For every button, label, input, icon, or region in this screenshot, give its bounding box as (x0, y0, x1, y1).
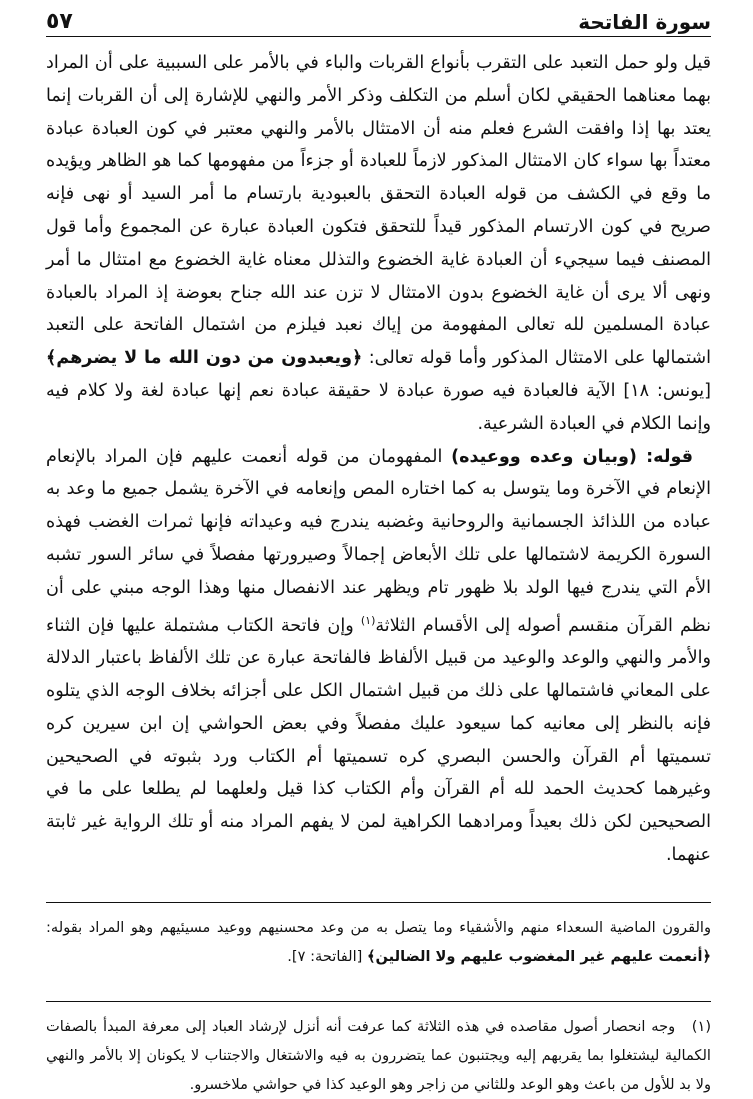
page-header (46, 6, 711, 37)
note-quote: ﴿أنعمت عليهم غير المغضوب عليهم ولا الضالين﴾ (366, 947, 711, 965)
text-divider (46, 902, 711, 903)
footnote-reference[interactable]: (١) (360, 613, 376, 627)
running-title: سورة الفاتحة (578, 10, 711, 34)
commentary-label: قوله: (وبيان وعده ووعيده) (451, 446, 694, 467)
paragraph-2-end: وإن فاتحة الكتاب مشتملة عليها فإن الثناء والأمر والنهي والوعد والوعيد من قبيل الألفاظ فالفاتحة عبارة عن تلك الألفاظ باعتبار الدلالة على المعاني فاشتمالها على ذلك من قبيل اشتمال الكل على أجزائه بخلاف الوجه الذي يتلوه فإنه بالنظر إلى معانيه كما سيعود عليك مفصلاً وفي بعض الحواشي إن ابن سيرين كره تسميتها أم القرآن والحسن البصري كره تسميتها أم الكتاب ورد بثبوته في الصحيحين وغيرهما كحديث الحمد لله أم القرآن وأم الكتاب كذا قيل ولعلهما لم يطلعا على ما في الصحيحين لكن ذلك بعيداً ومرادهما الكراهية لمن لا يفهم المراد منه أو تلك الرواية غير ثابتة عنهما. (46, 615, 711, 865)
paragraph-2-text: المفهومان من قوله أنعمت عليهم فإن المراد بالإنعام الإنعام في الآخرة وما يتوسل به كما اختاره المص وإنعامه في الآخرة يشمل جميع ما وعد به عباده من اللذائذ الجسمانية والروحانية وغضبه يندرج فيه وعيداته فإنها ثمرات الغضب فهذه السورة الكريمة لاشتمالها على تلك الأبعاض إجمالاً وصيرورتها مفصلاً في سائر السور تشبه الأم التي يندرج فيها الولد بلا ظهور تام ويظهر عند الانفصال منها وهذا الوجه مبني على أن نظم القرآن منقسم أصوله إلى الأقسام الثلاثة (46, 446, 712, 636)
paragraph-2 (46, 441, 711, 872)
note-text: والقرون الماضية السعداء منهم والأشقياء وما يتصل به من وعد محسنيهم ووعيد مسيئيهم وهو المراد بقوله: (46, 918, 711, 936)
base-text-note (46, 913, 711, 971)
footnote-text: وجه انحصار أصول مقاصده في هذه الثلاثة كما عرفت أنه أنزل لإرشاد العباد إلى معرفة المبدأ بالصفات الكمالية ليشتغلوا بما يقربهم إليه ويجتنبون عما يتضررون به فيه والاشتغال والاجتناب لا يكونان إلا بالأمر والنهي ولا بد للأول من باعث وهو الوعد وللثاني من زاجر وهو الوعيد كذا في حواشي ملاخسرو. (46, 1017, 711, 1093)
paragraph-1-text: قيل ولو حمل التعبد على التقرب بأنواع القربات والباء في بالأمر على السببية على أن المراد بهما معناهما الحقيقي لكان أسلم من التكلف وذكر الأمر والنهي للإشارة إلى أن القربات إنما يعتد بها إذا وافقت الشرع فعلم منه أن الامتثال بالأمر والنهي معتبر في كون العبادة عبادة معتداً بها سواء كان الامتثال المذكور لازماً للعبادة أو جزءاً من مفهومها كما هو الظاهر ويؤيده ما وقع في الكشف من قوله العبادة التحقق بالعبودية بارتسام ما أمر السيد أو نهى فإنه صريح في كون الارتسام المذكور قيداً للتحقق فتكون العبادة عبارة عن المجموع وأما قول المصنف فيما سيجيء أن العبادة غاية الخضوع والتذلل معناه غاية الخضوع مع امتثال ما أمر ونهى ألا يرى أن غاية الخضوع بدون الامتثال لا تزن عند الله جناح بعوضة إذ المراد بالعبادة عبادة المسلمين لله تعالى المفهومة من إياك نعبد فيلزم من اشتمال الفاتحة على التعبد اشتمالها على الامتثال المذكور وأما قوله تعالى: (46, 53, 712, 369)
footnote-divider (46, 1001, 711, 1002)
page-number: ٥٧ (46, 9, 73, 34)
main-text (46, 47, 711, 872)
paragraph-1-end: [يونس: ١٨] الآية فالعبادة فيه صورة عبادة لا حقيقة عبادة نعم إنها عبادة لغة ولا كلام فيه وإنما الكلام في العبادة الشرعية. (46, 380, 711, 434)
paragraph-1 (46, 47, 711, 441)
footnote (46, 1012, 711, 1099)
note-ref: [الفاتحة: ٧]. (287, 947, 363, 965)
quran-quote: ﴿ويعبدون من دون الله ما لا يضرهم﴾ (46, 348, 363, 369)
footnote-number: (١) (691, 1017, 712, 1035)
